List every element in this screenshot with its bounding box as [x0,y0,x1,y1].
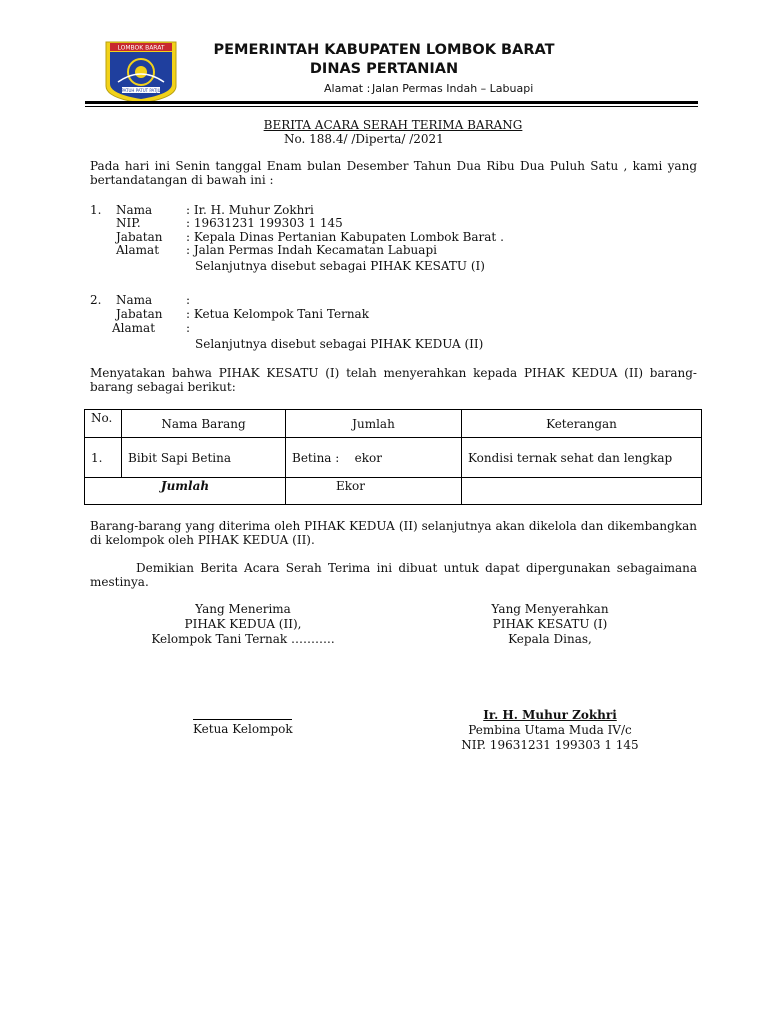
party-one-number: 1. [90,203,102,217]
receiver-caption: Yang Menerima [195,602,291,616]
party-one-name: : Ir. H. Muhur Zokhri [186,203,314,217]
row-keterangan: Kondisi ternak sehat dan lengkap [462,438,702,478]
giver-office: Kepala Dinas, [508,632,592,646]
closing-paragraph: Barang-barang yang diterima oleh PIHAK KEDUA (II) selanjutnya akan dikelola dan dikembangkan di kelompok oleh PIHAK KEDUA (II). [90,519,697,547]
party-one-jabatan-label: Jabatan [116,230,163,244]
party-one-alamat: : Jalan Permas Indah Kecamatan Labuapi [186,243,437,257]
intro-paragraph: Pada hari ini Senin tanggal Enam bulan Desember Tahun Dua Ribu Dua Puluh Satu , kami yang bertandatangan di bawah ini : [90,159,697,187]
table-row [85,438,702,478]
giver-rank: Pembina Utama Muda IV/c [468,723,632,737]
row-jumlah [286,438,462,478]
party-one-alias: Selanjutnya disebut sebagai PIHAK KESATU (I) [195,259,485,273]
giver-nip: NIP. 19631231 199303 1 145 [461,738,639,752]
total-jumlah: Ekor [286,478,462,505]
row-jumlah-betina: Betina : [292,450,340,465]
table-total-row [85,478,702,505]
giver-party: PIHAK KESATU (I) [492,617,608,631]
receiver-party: PIHAK KEDUA (II), [184,617,302,631]
final-paragraph: Demikian Berita Acara Serah Terima ini dibuat untuk dapat dipergunakan sebagaimana mestinya. [90,561,697,589]
total-keterangan [462,478,702,505]
logo-motto: PATUH PATUT PATJU [121,88,161,93]
party-one-name-label: Nama [116,203,153,217]
party-one-jabatan: : Kepala Dinas Pertanian Kabupaten Lombok Barat . [186,230,504,244]
table-header-row [85,410,702,438]
row-no: 1. [85,438,122,478]
giver-caption: Yang Menyerahkan [491,602,609,616]
statement-paragraph: Menyatakan bahwa PIHAK KESATU (I) telah menyerahkan kepada PIHAK KEDUA (II) barang-barang sebagai berikut: [90,366,697,394]
receiver-title: Ketua Kelompok [193,722,293,736]
address-value: Jalan Permas Indah – Labuapi [372,82,534,95]
letterhead-rule-thin [85,106,698,107]
party-two-alias: Selanjutnya disebut sebagai PIHAK KEDUA (II) [195,337,484,351]
header-nama-barang: Nama Barang [122,410,286,438]
party-one-nip: : 19631231 199303 1 145 [186,216,343,230]
items-table [84,409,702,505]
government-name: PEMERINTAH KABUPATEN LOMBOK BARAT [213,42,555,58]
party-two-alamat-label: Alamat [112,321,156,335]
total-label: Jumlah [85,478,286,505]
party-two-jabatan-label: Jabatan [116,307,163,321]
row-nama-barang: Bibit Sapi Betina [122,438,286,478]
signature-left [118,602,368,647]
department-name: DINAS PERTANIAN [309,61,459,77]
party-two-number: 2. [90,293,102,307]
giver-signature-block [425,708,675,753]
receiver-group: Kelompok Tani Ternak ……….. [151,632,335,646]
header-no: No. [85,410,122,438]
party-two-jabatan: : Ketua Kelompok Tani Ternak [186,307,369,321]
party-two-name-label: Nama [116,293,153,307]
signature-right [425,602,675,647]
letterhead-rule-thick [85,101,698,104]
row-jumlah-ekor: ekor [354,450,382,465]
party-two-name: : [186,293,191,307]
header-jumlah: Jumlah [286,410,462,438]
party-two-alamat: : [186,321,191,335]
party-one-alamat-label: Alamat [116,243,160,257]
giver-name: Ir. H. Muhur Zokhri [483,708,617,722]
document-title: BERITA ACARA SERAH TERIMA BARANG [263,118,523,132]
header-keterangan: Keterangan [462,410,702,438]
receiver-signature-line [193,719,292,720]
document-number: No. 188.4/ /Diperta/ /2021 [284,132,444,146]
party-one-nip-label: NIP. [116,216,141,230]
logo-text: LOMBOK BARAT [117,44,165,52]
address-label: Alamat : [324,82,371,95]
